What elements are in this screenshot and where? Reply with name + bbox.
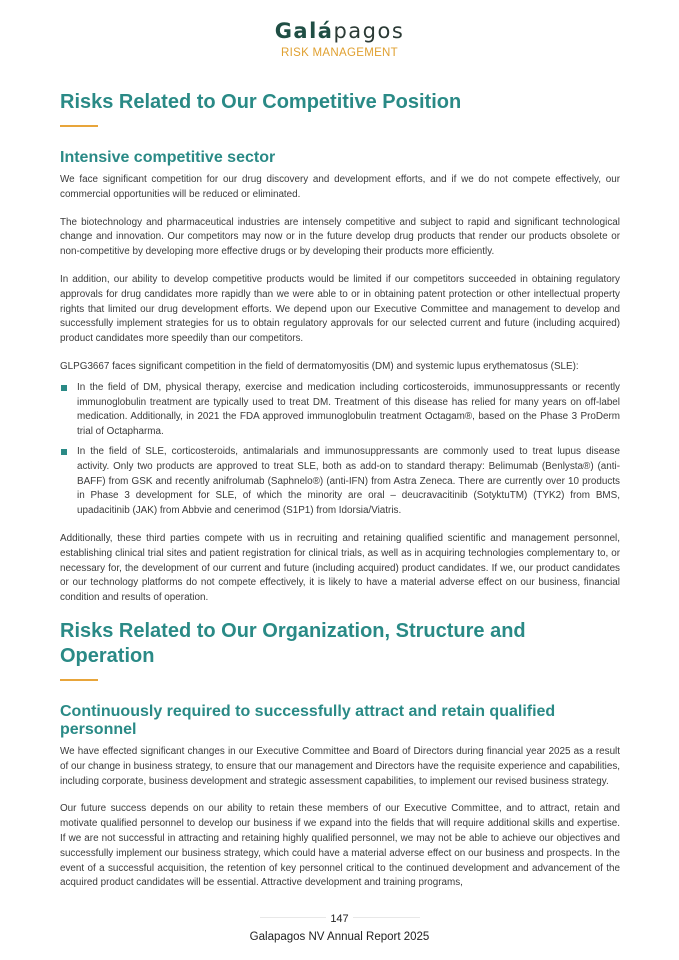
report-title: Galapagos NV Annual Report 2025: [249, 931, 430, 943]
bullet-list: [60, 381, 620, 519]
page-footer: [0, 909, 679, 943]
section-title: Risks Related to Our Organization, Structure and Operation: [60, 619, 526, 667]
logo-bold-part: Galá: [274, 19, 334, 43]
section-tag: RISK MANAGEMENT: [281, 47, 398, 59]
section-subtitle: Intensive competitive sector: [60, 149, 276, 166]
list-item: [60, 445, 620, 519]
main-content: [60, 90, 620, 904]
list-item-text: In the field of SLE, corticosteroids, antimalarials and immunosuppressants are commonly used to treat lupus disease activity. Only two products are approved to treat SLE, both as add-on to standard therapy: Belimumab (Benlysta®) (anti-BAFF) from GSK and recently anifrolumab (Saphnelo®) (anti-IFN) from Astra Zeneca. There are currently over 10 products in Phase 3 development for SLE, of which the minority are oral – deucravacitinib (SotyktuTM) (TYK2) from BMS, upadacitinib (JAK) from Abbvie and cenerimod (S1P1) from Idorsia/Viatris.: [77, 445, 620, 517]
section-organization-structure: [60, 619, 620, 891]
section-title: Risks Related to Our Competitive Position: [60, 91, 462, 113]
paragraph: GLPG3667 faces significant competition in the field of dermatomyositis (DM) and systemic lupus erythematosus (SLE):: [60, 360, 579, 372]
square-bullet-icon: [61, 385, 67, 391]
section-competitive-position: [60, 90, 620, 606]
square-bullet-icon: [61, 449, 67, 455]
paragraph: Our future success depends on our ability to retain these members of our Executive Committee, and to attract, retain and motivate qualified personnel to develop our business if we expand into the fields that will require additional skills and expertise. If we are not successful in attracting and retaining highly qualified personnel, we may not be able to achieve our objectives and successfully implement our business strategy, which could have a material adverse effect on our business and prospects. In the event of a successful acquisition, the retention of key personnel critical to the continued development and advancement of the acquired product candidates will be essential. Attractive development and training programs,: [60, 803, 620, 889]
accent-rule: [60, 125, 98, 127]
list-item-text: In the field of DM, physical therapy, exercise and medication including corticosteroids, immunosuppressants or recently immunoglobulin treatment are typically used to treat DM. Treatment of this disease has relied for many years on off-label medication. Additionally, in 2021 the FDA approved immunoglobulin treatment Octagam®, based on the Phase 3 ProDerm trial of Octapharma.: [77, 381, 620, 438]
page-header: [0, 18, 679, 59]
logo-rest-part: pagos: [333, 19, 405, 43]
paragraph: In addition, our ability to develop competitive products would be limited if our competitors succeeded in obtaining regulatory approvals for drug candidates more rapidly than we were able to or in obtaining patent protection or other intellectual property rights that limited our drug development efforts. We depend upon our Executive Committee and management to develop and successfully implement strategies for us to obtain regulatory approvals for our selected current and future (including acquired) product candidates more speedily than our competitors.: [60, 273, 620, 345]
page-number: 147: [326, 913, 352, 925]
paragraph: We have effected significant changes in our Executive Committee and Board of Directors during financial year 2025 as a result of our change in business strategy, to ensure that our management and Directors have the requisite experience and capabilities, including corporate, business development and strategic assessment capabilities, to implement our revised business strategy.: [60, 745, 620, 787]
section-subtitle: Continuously required to successfully attract and retain qualified personnel: [60, 702, 556, 738]
list-item: [60, 381, 620, 440]
paragraph: Additionally, these third parties compete with us in recruiting and retaining qualified scientific and management personnel, establishing clinical trial sites and patient registration for clinical trials, as well as in acquiring technologies complementary to, or necessary for, the development of our current and future (including acquired) product candidates. If we, our product candidates or our technology platforms do not compete effectively, it is likely to have a material adverse effect on our business, financial condition and results of operation.: [60, 532, 620, 604]
company-logo: [0, 18, 679, 44]
paragraph: We face significant competition for our drug discovery and development efforts, and if we do not compete effectively, our commercial opportunities will be reduced or eliminated.: [60, 174, 620, 200]
accent-rule: [60, 679, 98, 681]
paragraph: The biotechnology and pharmaceutical industries are intensely competitive and subject to rapid and significant technological change and innovation. Our competitors may now or in the future develop drug products that render our products obsolete or non-competitive by developing more effective drugs or by developing their products more efficiently.: [60, 216, 620, 258]
